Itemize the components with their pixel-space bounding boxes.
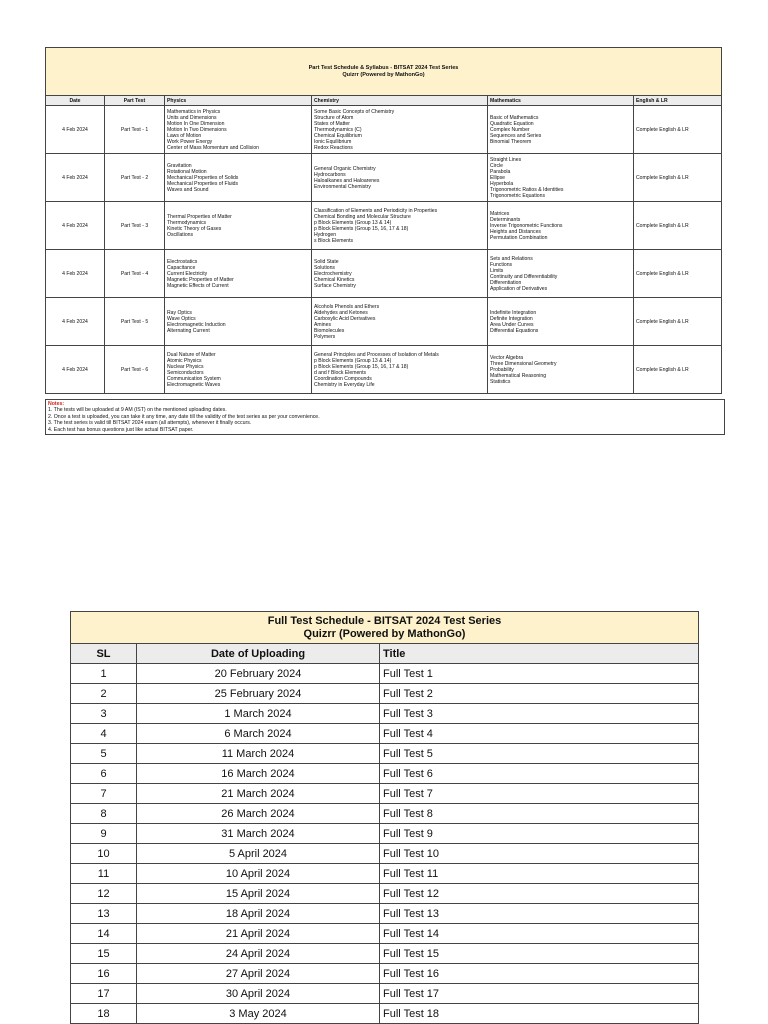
part-test-name-cell: Part Test - 6	[105, 346, 165, 394]
english-lr-cell: Complete English & LR	[634, 202, 722, 250]
english-lr-cell: Complete English & LR	[634, 250, 722, 298]
header-physics: Physics	[165, 96, 312, 106]
physics-topics-cell	[165, 346, 312, 394]
chemistry-topics-cell	[312, 202, 488, 250]
topic-item: Basic of Mathematics	[490, 114, 539, 121]
topic-item: p Block Elements (Group 15, 16, 17 & 18)	[314, 363, 409, 370]
topic-item: Environmental Chemistry	[314, 183, 371, 190]
topic-item: Haloalkanes and Haloarenes	[314, 177, 380, 184]
full-test-title-cell: Full Test 13	[380, 904, 699, 924]
note-item: 3. The test series is valid till BITSAT 2024 exam (all attempts), whenever it finally occurs.	[48, 420, 252, 427]
upload-date-cell: 1 March 2024	[137, 704, 380, 724]
topic-item: Magnetic Properties of Matter	[167, 276, 234, 283]
upload-date-cell: 26 March 2024	[137, 804, 380, 824]
header-date-of-uploading: Date of Uploading	[137, 644, 380, 664]
full-table-row	[71, 764, 699, 784]
full-test-title-cell: Full Test 15	[380, 944, 699, 964]
topic-item: Current Electricity	[167, 270, 208, 277]
sl-cell: 8	[71, 804, 137, 824]
upload-date-cell: 18 April 2024	[137, 904, 380, 924]
topic-item: Inverse Trigonometric Functions	[490, 222, 563, 229]
topic-item: Classification of Elements and Periodicity in Properties	[314, 207, 438, 214]
upload-date-cell: 15 April 2024	[137, 884, 380, 904]
topic-item: Vector Algebra	[490, 354, 524, 361]
topic-item: Electrostatics	[167, 258, 198, 265]
topic-item: Alcohols Phenols and Ethers	[314, 303, 380, 310]
topic-item: Amines	[314, 321, 331, 328]
topic-item: Aldehydes and Ketones	[314, 309, 368, 316]
topic-item: Straight Lines	[490, 156, 522, 163]
full-table-row	[71, 784, 699, 804]
notes-box	[45, 399, 725, 435]
topic-item: Determinants	[490, 216, 521, 223]
full-table-row	[71, 1004, 699, 1024]
part-test-name-cell: Part Test - 1	[105, 106, 165, 154]
upload-date-cell: 20 February 2024	[137, 664, 380, 684]
topic-item: p Block Elements (Group 13 & 14)	[314, 219, 392, 226]
part-test-date-cell: 4 Feb 2024	[46, 298, 105, 346]
part-table-title-row	[46, 48, 722, 96]
topic-item: Surface Chemistry	[314, 282, 356, 289]
topic-item: Polymers	[314, 333, 336, 340]
topic-item: Some Basic Concepts of Chemistry	[314, 108, 395, 115]
header-title: Title	[380, 644, 699, 664]
topic-item: Application of Derivatives	[490, 285, 548, 292]
full-table-row	[71, 884, 699, 904]
topic-item: Permutation Combination	[490, 234, 548, 241]
topic-item: States of Matter	[314, 120, 350, 127]
full-test-title-cell: Full Test 5	[380, 744, 699, 764]
english-lr-cell: Complete English & LR	[634, 154, 722, 202]
sl-cell: 3	[71, 704, 137, 724]
topic-item: Ellipse	[490, 174, 506, 181]
full-test-title-cell: Full Test 1	[380, 664, 699, 684]
topic-item: Work Power Energy	[167, 138, 213, 145]
upload-date-cell: 25 February 2024	[137, 684, 380, 704]
part-table-title	[46, 48, 722, 96]
topic-item: d and f Block Elements	[314, 369, 367, 376]
sl-cell: 5	[71, 744, 137, 764]
full-table-row	[71, 664, 699, 684]
full-table-row	[71, 944, 699, 964]
full-table-row	[71, 904, 699, 924]
mathematics-topics-cell	[488, 202, 634, 250]
header-mathematics: Mathematics	[488, 96, 634, 106]
header-english-lr: English & LR	[634, 96, 722, 106]
mathematics-topics-cell	[488, 346, 634, 394]
sl-cell: 14	[71, 924, 137, 944]
topic-item: Parabola	[490, 168, 511, 175]
upload-date-cell: 24 April 2024	[137, 944, 380, 964]
header-sl: SL	[71, 644, 137, 664]
notes-title: Notes:	[48, 401, 65, 407]
topic-item: Solutions	[314, 264, 335, 271]
english-lr-cell: Complete English & LR	[634, 346, 722, 394]
full-table-title-line1: Full Test Schedule - BITSAT 2024 Test Series	[267, 614, 502, 627]
topic-item: Continuity and Differentiability	[490, 273, 558, 280]
part-test-date-cell: 4 Feb 2024	[46, 202, 105, 250]
upload-date-cell: 3 May 2024	[137, 1004, 380, 1024]
topic-item: Ray Optics	[167, 309, 192, 316]
full-test-title-cell: Full Test 6	[380, 764, 699, 784]
topic-item: Complex Number	[490, 126, 530, 133]
topic-item: Mechanical Properties of Fluids	[167, 180, 239, 187]
upload-date-cell: 31 March 2024	[137, 824, 380, 844]
topic-item: Definite Integration	[490, 315, 533, 322]
header-part-test: Part Test	[105, 96, 165, 106]
topic-item: Functions	[490, 261, 513, 268]
full-table-title-line2: Quizrr (Powered by MathonGo)	[303, 627, 466, 640]
topic-item: Motion In Two Dimensions	[167, 126, 227, 133]
sl-cell: 9	[71, 824, 137, 844]
full-table-title	[71, 612, 699, 644]
topic-item: Heights and Distances	[490, 228, 541, 235]
sl-cell: 10	[71, 844, 137, 864]
topic-item: Motion In One Dimension	[167, 120, 225, 127]
topic-item: Circle	[490, 162, 504, 169]
topic-item: Differential Equations	[490, 327, 539, 334]
upload-date-cell: 11 March 2024	[137, 744, 380, 764]
topic-item: Thermal Properties of Matter	[167, 213, 232, 220]
topic-item: Carboxylic Acid Derivatives	[314, 315, 376, 322]
part-table-row	[46, 154, 722, 202]
physics-topics-cell	[165, 202, 312, 250]
sl-cell: 7	[71, 784, 137, 804]
full-table-row	[71, 804, 699, 824]
full-test-title-cell: Full Test 12	[380, 884, 699, 904]
topic-item: Redox Reactions	[314, 144, 353, 151]
part-test-date-cell: 4 Feb 2024	[46, 154, 105, 202]
english-lr-cell: Complete English & LR	[634, 106, 722, 154]
topic-item: Electrochemistry	[314, 270, 352, 277]
part-table-body	[46, 106, 722, 394]
topic-item: Center of Mass Momentum and Collision	[167, 144, 260, 151]
part-test-schedule-table	[45, 47, 722, 394]
part-table-row	[46, 298, 722, 346]
notes-list	[48, 407, 722, 433]
header-chemistry: Chemistry	[312, 96, 488, 106]
upload-date-cell: 6 March 2024	[137, 724, 380, 744]
full-test-title-cell: Full Test 2	[380, 684, 699, 704]
full-table-row	[71, 984, 699, 1004]
upload-date-cell: 21 March 2024	[137, 784, 380, 804]
sl-cell: 1	[71, 664, 137, 684]
topic-item: Oscillations	[167, 231, 194, 238]
full-table-row	[71, 844, 699, 864]
full-test-title-cell: Full Test 10	[380, 844, 699, 864]
full-table-row	[71, 864, 699, 884]
full-test-title-cell: Full Test 14	[380, 924, 699, 944]
part-test-name-cell: Part Test - 3	[105, 202, 165, 250]
sl-cell: 16	[71, 964, 137, 984]
topic-item: Chemical Kinetics	[314, 276, 355, 283]
topic-item: Hydrogen	[314, 231, 337, 238]
topic-item: Hydrocarbons	[314, 171, 346, 178]
full-test-title-cell: Full Test 8	[380, 804, 699, 824]
topic-item: Sets and Relations	[490, 255, 533, 262]
topic-item: Three Dimensional Geometry	[490, 360, 557, 367]
topic-item: Alternating Current	[167, 327, 210, 334]
sl-cell: 15	[71, 944, 137, 964]
full-test-title-cell: Full Test 17	[380, 984, 699, 1004]
full-table-row	[71, 744, 699, 764]
mathematics-topics-cell	[488, 154, 634, 202]
full-table-row	[71, 824, 699, 844]
sl-cell: 13	[71, 904, 137, 924]
note-item: 1. The tests will be uploaded at 9 AM (IST) on the mentioned uploading dates.	[48, 407, 227, 414]
topic-item: Differentiation	[490, 279, 522, 286]
part-table-row	[46, 346, 722, 394]
full-table-body	[71, 664, 699, 1024]
topic-item: Waves and Sound	[167, 186, 209, 193]
sl-cell: 2	[71, 684, 137, 704]
part-test-name-cell: Part Test - 5	[105, 298, 165, 346]
upload-date-cell: 30 April 2024	[137, 984, 380, 1004]
mathematics-topics-cell	[488, 106, 634, 154]
topic-item: Sequences and Series	[490, 132, 542, 139]
header-date: Date	[46, 96, 105, 106]
topic-item: s Block Elements	[314, 237, 354, 244]
full-test-title-cell: Full Test 11	[380, 864, 699, 884]
topic-item: Statistics	[490, 378, 511, 385]
topic-item: Ionic Equilibrium	[314, 138, 352, 145]
topic-item: Thermodynamics	[167, 219, 207, 226]
part-test-date-cell: 4 Feb 2024	[46, 106, 105, 154]
note-item: 4. Each test has bonus questions just like actual BITSAT paper.	[48, 426, 194, 433]
part-table-title-line1: Part Test Schedule & Syllabus - BITSAT 2024 Test Series	[308, 64, 459, 71]
topic-item: Trigonometric Ratios & Identities	[490, 186, 564, 193]
topic-item: Chemical Bonding and Molecular Structure	[314, 213, 411, 220]
topic-item: Structure of Atom	[314, 114, 354, 121]
mathematics-topics-cell	[488, 298, 634, 346]
mathematics-topics-cell	[488, 250, 634, 298]
topic-item: Wave Optics	[167, 315, 196, 322]
topic-item: Indefinite Integration	[490, 309, 537, 316]
sl-cell: 6	[71, 764, 137, 784]
part-test-name-cell: Part Test - 4	[105, 250, 165, 298]
full-table-row	[71, 964, 699, 984]
full-table-row	[71, 684, 699, 704]
full-table-row	[71, 704, 699, 724]
chemistry-topics-cell	[312, 106, 488, 154]
upload-date-cell: 27 April 2024	[137, 964, 380, 984]
topic-item: p Block Elements (Group 13 & 14)	[314, 357, 392, 364]
physics-topics-cell	[165, 250, 312, 298]
sl-cell: 17	[71, 984, 137, 1004]
topic-item: Atomic Physics	[167, 357, 202, 364]
physics-topics-cell	[165, 106, 312, 154]
english-lr-cell: Complete English & LR	[634, 298, 722, 346]
topic-item: Electromagnetic Waves	[167, 381, 221, 388]
upload-date-cell: 10 April 2024	[137, 864, 380, 884]
topic-item: p Block Elements (Group 15, 16, 17 & 18)	[314, 225, 409, 232]
topic-item: Semiconductors	[167, 369, 204, 376]
full-test-title-cell: Full Test 3	[380, 704, 699, 724]
topic-item: Communication System	[167, 375, 221, 382]
topic-item: General Organic Chemistry	[314, 165, 376, 172]
full-test-title-cell: Full Test 4	[380, 724, 699, 744]
topic-item: Rotational Motion	[167, 168, 207, 175]
topic-item: Probability	[490, 366, 514, 373]
topic-item: Thermodynamics (C)	[314, 126, 362, 133]
topic-item: Dual Nature of Matter	[167, 351, 216, 358]
topic-item: Limits	[490, 267, 504, 274]
sl-cell: 12	[71, 884, 137, 904]
note-item: 2. Once a test is uploaded, you can take it any time, any date till the validity of the test series as per your convenience.	[48, 413, 320, 420]
topic-item: Nuclear Physics	[167, 363, 204, 370]
topic-item: Kinetic Theory of Gases	[167, 225, 222, 232]
full-test-title-cell: Full Test 18	[380, 1004, 699, 1024]
topic-item: Hyperbola	[490, 180, 514, 187]
topic-item: Coordination Compounds	[314, 375, 372, 382]
full-test-title-cell: Full Test 9	[380, 824, 699, 844]
topic-item: Quadratic Equation	[490, 120, 534, 127]
upload-date-cell: 5 April 2024	[137, 844, 380, 864]
part-table-row	[46, 250, 722, 298]
full-table-header-row	[71, 644, 699, 664]
sl-cell: 11	[71, 864, 137, 884]
topic-item: Mathematical Reasoning	[490, 372, 547, 379]
full-table-title-row	[71, 612, 699, 644]
physics-topics-cell	[165, 154, 312, 202]
full-test-schedule-table	[70, 611, 699, 1024]
sl-cell: 4	[71, 724, 137, 744]
upload-date-cell: 16 March 2024	[137, 764, 380, 784]
topic-item: Units and Dimensions	[167, 114, 217, 121]
topic-item: Mechanical Properties of Solids	[167, 174, 239, 181]
chemistry-topics-cell	[312, 298, 488, 346]
part-table-row	[46, 202, 722, 250]
topic-item: Chemical Equilibrium	[314, 132, 362, 139]
physics-topics-cell	[165, 298, 312, 346]
full-test-title-cell: Full Test 7	[380, 784, 699, 804]
topic-item: Trigonometric Equations	[490, 192, 546, 199]
part-test-name-cell: Part Test - 2	[105, 154, 165, 202]
part-table-header-row	[46, 96, 722, 106]
chemistry-topics-cell	[312, 346, 488, 394]
part-test-date-cell: 4 Feb 2024	[46, 346, 105, 394]
topic-item: Chemistry in Everyday Life	[314, 381, 375, 388]
topic-item: Biomolecules	[314, 327, 345, 334]
topic-item: General Principles and Processes of Isolation of Metals	[314, 351, 439, 358]
chemistry-topics-cell	[312, 154, 488, 202]
full-table-row	[71, 924, 699, 944]
chemistry-topics-cell	[312, 250, 488, 298]
part-table-title-line2: Quizrr (Powered by MathonGo)	[342, 71, 425, 78]
topic-item: Binomial Theorem	[490, 138, 532, 145]
topic-item: Gravitation	[167, 162, 192, 169]
topic-item: Area Under Curves	[490, 321, 534, 328]
part-table-row	[46, 106, 722, 154]
upload-date-cell: 21 April 2024	[137, 924, 380, 944]
part-test-date-cell: 4 Feb 2024	[46, 250, 105, 298]
topic-item: Solid State	[314, 258, 339, 265]
full-test-title-cell: Full Test 16	[380, 964, 699, 984]
topic-item: Matrices	[490, 210, 510, 217]
topic-item: Mathematics in Physics	[167, 108, 221, 115]
topic-item: Capacitance	[167, 264, 196, 271]
full-table-row	[71, 724, 699, 744]
topic-item: Laws of Motion	[167, 132, 202, 139]
topic-item: Magnetic Effects of Current	[167, 282, 229, 289]
topic-item: Electromagnetic Induction	[167, 321, 226, 328]
sl-cell: 18	[71, 1004, 137, 1024]
